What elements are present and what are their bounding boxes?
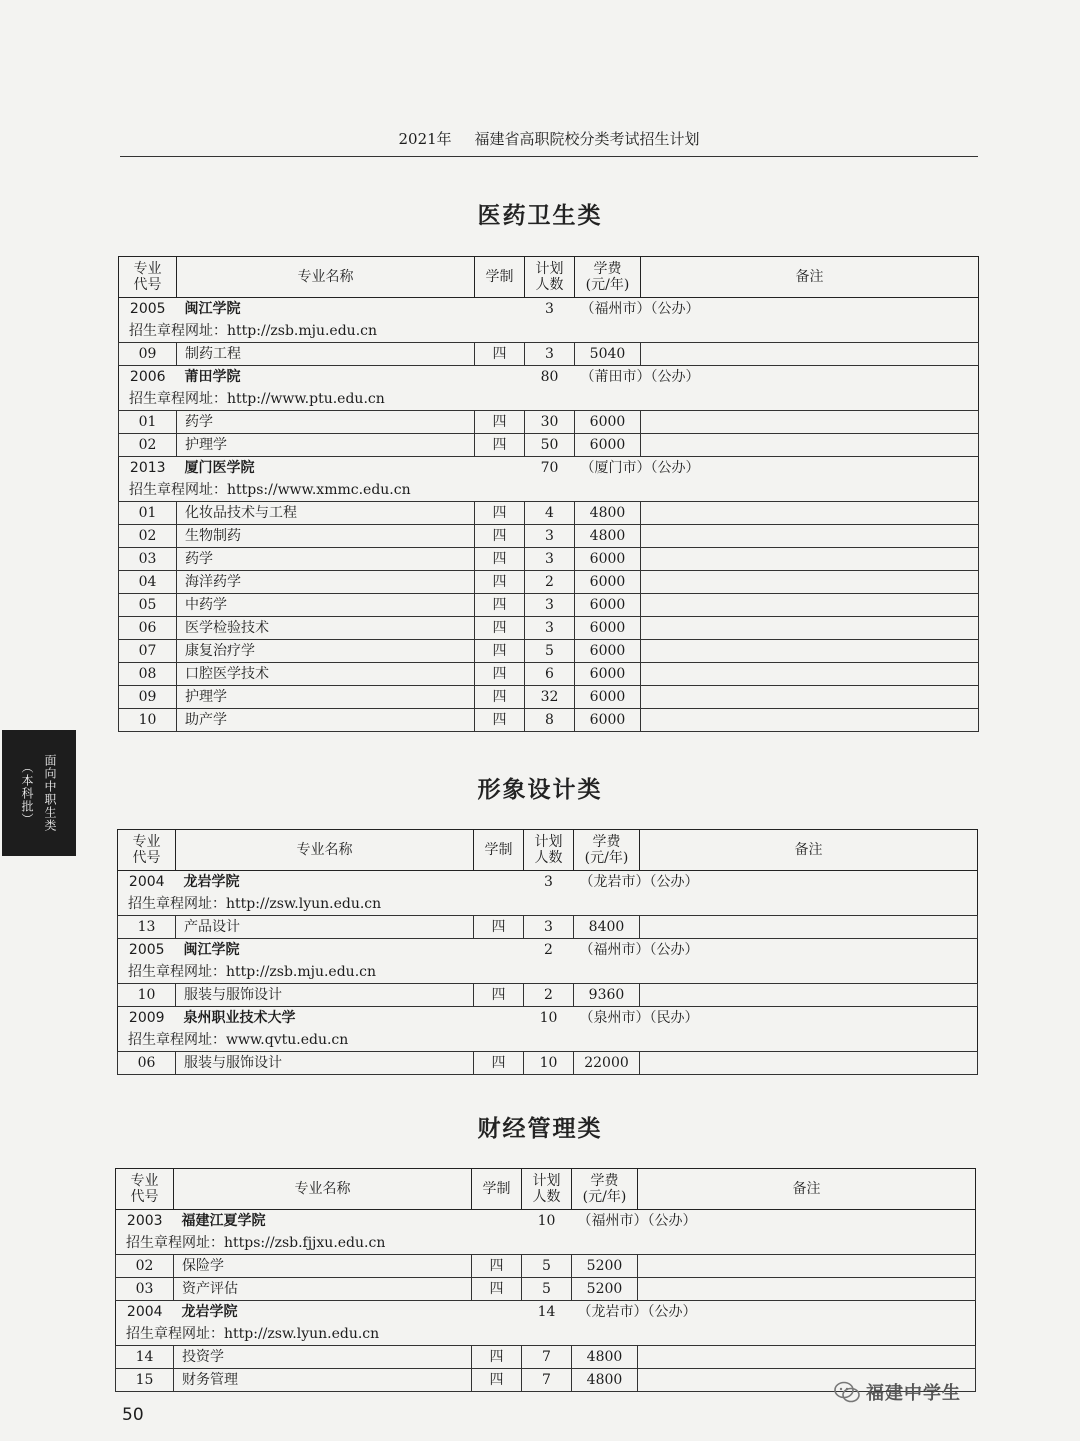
major-code: 10 — [119, 709, 177, 732]
url-label: 招生章程网址： — [128, 896, 226, 912]
school-url-row — [119, 388, 979, 411]
major-quota: 32 — [525, 686, 575, 709]
major-quota: 2 — [524, 984, 574, 1007]
table-row — [119, 502, 979, 525]
major-name: 财务管理 — [174, 1369, 472, 1392]
column-header-fee — [575, 257, 641, 298]
major-length: 四 — [475, 686, 525, 709]
school-quota: 2 — [544, 942, 553, 958]
column-header-quota-line: 计划 — [534, 834, 563, 850]
header-year: 2021年 — [398, 130, 452, 148]
column-header-name-line: 专业名称 — [294, 1181, 351, 1197]
major-code: 06 — [118, 1052, 176, 1075]
table-row — [119, 663, 979, 686]
column-header-name — [174, 1169, 472, 1210]
major-fee: 6000 — [575, 640, 641, 663]
school-code: 2005 — [128, 942, 165, 958]
url-value: http://zsw.lyun.edu.cn — [224, 1326, 380, 1342]
major-name: 投资学 — [174, 1346, 472, 1369]
watermark — [834, 1372, 1064, 1412]
school-quota: 14 — [537, 1304, 556, 1320]
watermark-text: 福建中学生 — [866, 1383, 961, 1404]
major-fee: 6000 — [575, 548, 641, 571]
section-title: 医药卫生类 — [477, 203, 603, 229]
table-row — [119, 411, 979, 434]
school-row — [118, 1007, 978, 1030]
section-title: 财经管理类 — [477, 1116, 603, 1142]
major-remark — [641, 502, 979, 525]
school-url-row — [118, 893, 978, 916]
major-remark — [641, 525, 979, 548]
school-code: 2005 — [129, 301, 166, 317]
school-location: （福州市）（公办） — [580, 301, 700, 317]
table-row — [116, 1278, 976, 1301]
major-remark — [641, 411, 979, 434]
column-header-remark — [641, 257, 979, 298]
major-name: 药学 — [177, 548, 475, 571]
major-name: 康复治疗学 — [177, 640, 475, 663]
major-remark — [641, 663, 979, 686]
major-length: 四 — [472, 1255, 522, 1278]
major-quota: 5 — [525, 640, 575, 663]
major-quota: 3 — [524, 916, 574, 939]
column-header-code-line: 专业 — [132, 834, 161, 850]
school-location: （莆田市）（公办） — [580, 369, 700, 385]
major-length: 四 — [472, 1278, 522, 1301]
major-length: 四 — [474, 1052, 524, 1075]
column-header-name — [176, 830, 474, 871]
column-header-fee-line: (元/年) — [585, 277, 630, 293]
table-row — [119, 617, 979, 640]
school-quota: 3 — [544, 874, 553, 890]
school-name: 厦门医学院 — [184, 460, 255, 476]
column-header-length — [472, 1169, 522, 1210]
major-fee: 6000 — [575, 411, 641, 434]
column-header-quota — [524, 830, 574, 871]
school-code: 2013 — [129, 460, 166, 476]
major-length: 四 — [475, 709, 525, 732]
major-quota: 50 — [525, 434, 575, 457]
table-header-row — [118, 830, 978, 871]
table-row — [119, 686, 979, 709]
major-length: 四 — [472, 1346, 522, 1369]
major-length: 四 — [475, 640, 525, 663]
column-header-code-line: 代号 — [132, 850, 161, 866]
column-header-code-line: 专业 — [133, 261, 162, 277]
url-label: 招生章程网址： — [126, 1235, 224, 1251]
school-row — [119, 298, 979, 321]
major-name: 护理学 — [177, 686, 475, 709]
major-length: 四 — [475, 571, 525, 594]
table-row — [119, 343, 979, 366]
url-value: https://zsb.fjjxu.edu.cn — [224, 1235, 386, 1251]
url-label: 招生章程网址： — [126, 1326, 224, 1342]
page-header — [120, 128, 978, 157]
school-name: 闽江学院 — [183, 942, 240, 958]
table-header-row — [119, 257, 979, 298]
school-code: 2003 — [126, 1213, 163, 1229]
url-value: www.qvtu.edu.cn — [226, 1032, 349, 1048]
major-quota: 30 — [525, 411, 575, 434]
school-url — [119, 320, 979, 343]
column-header-code-line: 专业 — [130, 1173, 159, 1189]
major-length: 四 — [475, 548, 525, 571]
plan-table — [118, 256, 979, 732]
wechat-icon — [834, 1381, 860, 1403]
table-row — [119, 640, 979, 663]
major-fee: 5040 — [575, 343, 641, 366]
major-fee: 22000 — [574, 1052, 640, 1075]
table-row — [119, 548, 979, 571]
major-name: 服装与服饰设计 — [176, 984, 474, 1007]
major-name: 化妆品技术与工程 — [177, 502, 475, 525]
table-row — [119, 594, 979, 617]
major-fee: 6000 — [575, 686, 641, 709]
column-header-name-line: 专业名称 — [297, 269, 354, 285]
major-name: 服装与服饰设计 — [176, 1052, 474, 1075]
school-url — [116, 1323, 976, 1346]
url-value: http://zsw.lyun.edu.cn — [226, 896, 382, 912]
school-url — [119, 388, 979, 411]
column-header-remark — [638, 1169, 976, 1210]
major-code: 02 — [116, 1255, 174, 1278]
column-header-remark-line: 备注 — [795, 269, 824, 285]
major-fee: 6000 — [575, 434, 641, 457]
major-remark — [640, 916, 978, 939]
major-code: 02 — [119, 525, 177, 548]
school-row — [116, 1210, 976, 1233]
column-header-remark — [640, 830, 978, 871]
major-remark — [641, 640, 979, 663]
major-length: 四 — [475, 502, 525, 525]
major-length: 四 — [475, 594, 525, 617]
major-remark — [638, 1346, 976, 1369]
school-location: （厦门市）（公办） — [580, 460, 700, 476]
school-name: 龙岩学院 — [181, 1304, 238, 1320]
school-row — [118, 939, 978, 962]
major-code: 14 — [116, 1346, 174, 1369]
major-fee: 6000 — [575, 709, 641, 732]
column-header-code — [118, 830, 176, 871]
school-name: 泉州职业技术大学 — [183, 1010, 296, 1026]
major-code: 03 — [116, 1278, 174, 1301]
column-header-quota-line: 人数 — [534, 850, 563, 866]
school-code: 2009 — [128, 1010, 165, 1026]
table-row — [119, 525, 979, 548]
major-fee: 5200 — [572, 1255, 638, 1278]
column-header-quota — [525, 257, 575, 298]
column-header-fee — [574, 830, 640, 871]
url-value: https://www.xmmc.edu.cn — [227, 482, 411, 498]
column-header-fee-line: (元/年) — [582, 1189, 627, 1205]
major-remark — [638, 1278, 976, 1301]
plan-table — [115, 1168, 976, 1392]
major-length: 四 — [475, 663, 525, 686]
major-remark — [641, 434, 979, 457]
major-remark — [641, 594, 979, 617]
url-value: http://www.ptu.edu.cn — [227, 391, 385, 407]
major-code: 01 — [119, 502, 177, 525]
major-quota: 4 — [525, 502, 575, 525]
school-url-row — [116, 1323, 976, 1346]
major-quota: 7 — [522, 1369, 572, 1392]
page-number: 50 — [122, 1405, 144, 1425]
school-url-row — [119, 479, 979, 502]
major-name: 药学 — [177, 411, 475, 434]
major-fee: 4800 — [572, 1346, 638, 1369]
school-name: 莆田学院 — [184, 369, 241, 385]
major-fee: 6000 — [575, 594, 641, 617]
school-location: （福州市）（公办） — [579, 942, 699, 958]
table-row — [116, 1346, 976, 1369]
school-url — [118, 961, 978, 984]
school-row — [119, 457, 979, 480]
major-fee: 6000 — [575, 617, 641, 640]
major-length: 四 — [475, 343, 525, 366]
major-length: 四 — [475, 411, 525, 434]
table-header-row — [116, 1169, 976, 1210]
school-url-row — [118, 961, 978, 984]
school-quota: 80 — [540, 369, 559, 385]
major-remark — [638, 1255, 976, 1278]
plan-table — [117, 829, 978, 1075]
column-header-fee-line: 学费 — [590, 1173, 619, 1189]
major-remark — [641, 343, 979, 366]
major-name: 助产学 — [177, 709, 475, 732]
column-header-quota-line: 计划 — [535, 261, 564, 277]
column-header-fee-line: (元/年) — [584, 850, 629, 866]
url-label: 招生章程网址： — [129, 391, 227, 407]
school-quota: 10 — [537, 1213, 556, 1229]
school-code: 2006 — [129, 369, 166, 385]
major-name: 口腔医学技术 — [177, 663, 475, 686]
school-url — [118, 1029, 978, 1052]
major-name: 医学检验技术 — [177, 617, 475, 640]
school-quota: 10 — [539, 1010, 558, 1026]
table-row — [118, 1052, 978, 1075]
school-row — [119, 366, 979, 389]
table-row — [119, 709, 979, 732]
column-header-name — [177, 257, 475, 298]
major-code: 06 — [119, 617, 177, 640]
major-name: 资产评估 — [174, 1278, 472, 1301]
url-label: 招生章程网址： — [128, 964, 226, 980]
major-quota: 5 — [522, 1255, 572, 1278]
table-row — [119, 434, 979, 457]
major-code: 05 — [119, 594, 177, 617]
major-code: 15 — [116, 1369, 174, 1392]
major-name: 生物制药 — [177, 525, 475, 548]
table-row — [118, 984, 978, 1007]
school-name: 龙岩学院 — [183, 874, 240, 890]
major-remark — [641, 709, 979, 732]
column-header-fee-line: 学费 — [593, 261, 622, 277]
table-row — [119, 571, 979, 594]
column-header-quota-line: 人数 — [535, 277, 564, 293]
column-header-length — [474, 830, 524, 871]
major-fee: 6000 — [575, 663, 641, 686]
major-name: 护理学 — [177, 434, 475, 457]
major-quota: 2 — [525, 571, 575, 594]
major-code: 03 — [119, 548, 177, 571]
school-quota: 3 — [545, 301, 554, 317]
url-value: http://zsb.mju.edu.cn — [227, 323, 378, 339]
major-length: 四 — [475, 434, 525, 457]
major-name: 产品设计 — [176, 916, 474, 939]
school-url — [119, 479, 979, 502]
column-header-quota-line: 人数 — [532, 1189, 561, 1205]
table-row — [116, 1255, 976, 1278]
url-label: 招生章程网址： — [128, 1032, 226, 1048]
column-header-remark-line: 备注 — [794, 842, 823, 858]
column-header-code — [116, 1169, 174, 1210]
school-url-row — [118, 1029, 978, 1052]
school-url-row — [116, 1232, 976, 1255]
major-length: 四 — [474, 916, 524, 939]
school-quota: 70 — [540, 460, 559, 476]
major-quota: 6 — [525, 663, 575, 686]
url-value: http://zsb.mju.edu.cn — [226, 964, 377, 980]
column-header-code — [119, 257, 177, 298]
side-tab — [2, 730, 76, 856]
major-name: 制药工程 — [177, 343, 475, 366]
major-fee: 8400 — [574, 916, 640, 939]
major-fee: 9360 — [574, 984, 640, 1007]
major-remark — [640, 984, 978, 1007]
table-row — [118, 916, 978, 939]
major-remark — [641, 571, 979, 594]
section-title: 形象设计类 — [477, 777, 603, 803]
major-quota: 8 — [525, 709, 575, 732]
school-url — [118, 893, 978, 916]
major-fee: 4800 — [572, 1369, 638, 1392]
school-row — [116, 1301, 976, 1324]
major-quota: 3 — [525, 594, 575, 617]
major-code: 13 — [118, 916, 176, 939]
column-header-remark-line: 备注 — [792, 1181, 821, 1197]
major-code: 09 — [119, 686, 177, 709]
school-location: （泉州市）（民办） — [579, 1010, 699, 1026]
header-title: 福建省高职院校分类考试招生计划 — [474, 130, 700, 148]
column-header-length-line: 学制 — [484, 842, 513, 858]
major-quota: 7 — [522, 1346, 572, 1369]
column-header-code-line: 代号 — [133, 277, 162, 293]
school-code: 2004 — [126, 1304, 163, 1320]
school-location: （龙岩市）（公办） — [577, 1304, 697, 1320]
school-url-row — [119, 320, 979, 343]
school-row — [118, 871, 978, 894]
major-code: 01 — [119, 411, 177, 434]
major-fee: 4800 — [575, 525, 641, 548]
major-quota: 3 — [525, 525, 575, 548]
major-remark — [641, 617, 979, 640]
major-remark — [641, 548, 979, 571]
major-name: 中药学 — [177, 594, 475, 617]
side-tab-line1: 面向中职生类 — [43, 754, 57, 832]
major-quota: 10 — [524, 1052, 574, 1075]
major-length: 四 — [474, 984, 524, 1007]
school-location: （福州市）（公办） — [577, 1213, 697, 1229]
major-remark — [641, 686, 979, 709]
major-length: 四 — [472, 1369, 522, 1392]
major-name: 海洋药学 — [177, 571, 475, 594]
column-header-length — [475, 257, 525, 298]
school-name: 福建江夏学院 — [181, 1213, 266, 1229]
major-quota: 3 — [525, 548, 575, 571]
column-header-code-line: 代号 — [130, 1189, 159, 1205]
column-header-name-line: 专业名称 — [296, 842, 353, 858]
major-fee: 4800 — [575, 502, 641, 525]
major-code: 10 — [118, 984, 176, 1007]
major-code: 02 — [119, 434, 177, 457]
column-header-fee — [572, 1169, 638, 1210]
major-code: 04 — [119, 571, 177, 594]
url-label: 招生章程网址： — [129, 482, 227, 498]
major-remark — [640, 1052, 978, 1075]
major-length: 四 — [475, 525, 525, 548]
major-fee: 6000 — [575, 571, 641, 594]
school-code: 2004 — [128, 874, 165, 890]
school-name: 闽江学院 — [184, 301, 241, 317]
major-length: 四 — [475, 617, 525, 640]
major-code: 09 — [119, 343, 177, 366]
column-header-quota-line: 计划 — [532, 1173, 561, 1189]
column-header-length-line: 学制 — [485, 269, 514, 285]
school-url — [116, 1232, 976, 1255]
major-fee: 5200 — [572, 1278, 638, 1301]
major-quota: 5 — [522, 1278, 572, 1301]
column-header-quota — [522, 1169, 572, 1210]
major-quota: 3 — [525, 343, 575, 366]
major-quota: 3 — [525, 617, 575, 640]
major-name: 保险学 — [174, 1255, 472, 1278]
column-header-length-line: 学制 — [482, 1181, 511, 1197]
url-label: 招生章程网址： — [129, 323, 227, 339]
column-header-fee-line: 学费 — [592, 834, 621, 850]
major-code: 08 — [119, 663, 177, 686]
major-code: 07 — [119, 640, 177, 663]
school-location: （龙岩市）（公办） — [579, 874, 699, 890]
side-tab-line2: （本科批） — [20, 760, 34, 826]
